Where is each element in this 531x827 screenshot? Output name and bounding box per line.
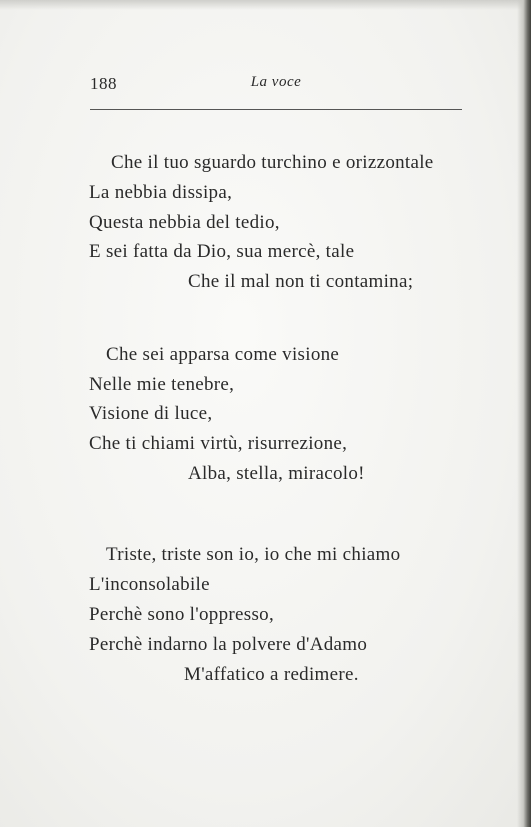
header-rule	[90, 109, 462, 110]
verse-line: Visione di luce,	[89, 403, 213, 424]
page-number: 188	[90, 74, 117, 93]
verse-line: Questa nebbia del tedio,	[89, 212, 280, 233]
verse-line: Triste, triste son io, io che mi chiamo	[106, 544, 401, 565]
page-binding-edge	[517, 0, 531, 827]
verse-line: Alba, stella, miracolo!	[188, 463, 365, 484]
verse-line: L'inconsolabile	[89, 574, 210, 595]
verse-line: Che il mal non ti contamina;	[188, 271, 414, 292]
verse-line: Che sei apparsa come visione	[106, 344, 340, 365]
verse-line: E sei fatta da Dio, sua mercè, tale	[89, 241, 355, 262]
verse-line: Che il tuo sguardo turchino e orizzontale	[111, 152, 434, 173]
running-head	[90, 74, 462, 98]
verse-line: Perchè sono l'oppresso,	[89, 604, 274, 625]
running-title: La voce	[250, 74, 302, 90]
top-shadow	[0, 0, 531, 10]
verse-line: Perchè indarno la polvere d'Adamo	[89, 634, 368, 655]
verse-line: Che ti chiami virtù, risurrezione,	[89, 433, 348, 454]
verse-line: La nebbia dissipa,	[89, 182, 233, 203]
verse-line: M'affatico a redimere.	[184, 664, 359, 685]
verse-line: Nelle mie tenebre,	[89, 374, 235, 395]
